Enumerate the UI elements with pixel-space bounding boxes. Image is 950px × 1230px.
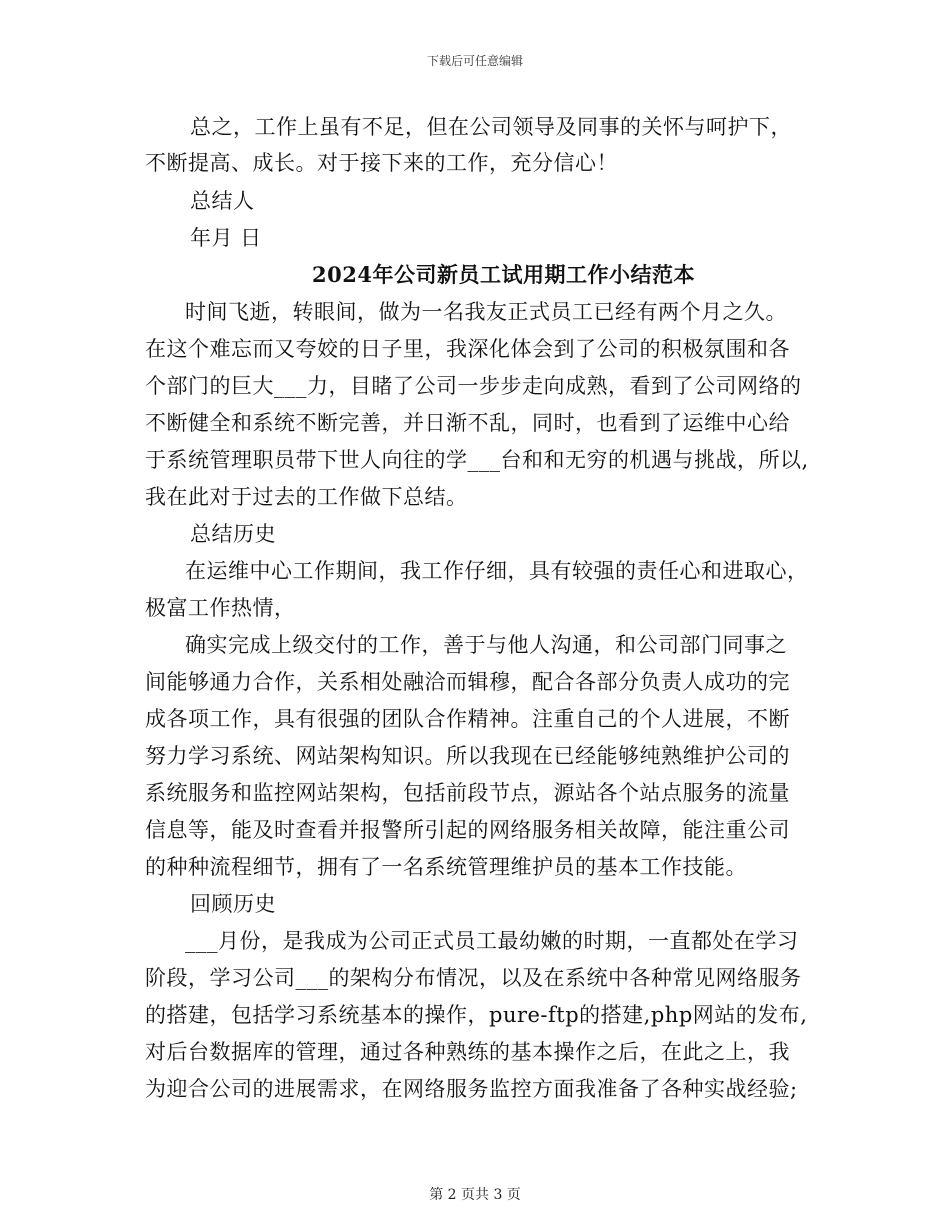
paragraph-line: 确实完成上级交付的工作，善于与他人沟通，和公司部门同事之 [185, 633, 787, 657]
page-header: 下载后可任意编辑 [426, 54, 523, 68]
paragraph-line: 的搭建，包括学习系统基本的操作，pure-ftp的搭建,php网站的发布, [145, 1003, 808, 1027]
paragraph-line: 时间飞逝，转眼间，做为一名我友正式员工已经有两个月之久。 [185, 300, 787, 324]
section-heading: 回顾历史 [190, 892, 276, 916]
paragraph-line: 不断提高、成长。对于接下来的工作，充分信心！ [145, 151, 618, 175]
paragraph-line: 极富工作热情， [145, 596, 296, 620]
paragraph-line: 间能够通力合作，关系相处融洽而辑穆，配合各部分负责人成功的完 [145, 670, 790, 694]
section-heading: 总结历史 [190, 522, 276, 546]
paragraph-line: 个部门的巨大___力，目睹了公司一步步走向成熟，看到了公司网络的 [145, 374, 802, 398]
signature-label: 总结人 [190, 189, 255, 213]
paragraph-line: 总之，工作上虽有不足，但在公司领导及同事的关怀与呵护下， [190, 115, 792, 139]
paragraph-line: 阶段，学习公司___的架构分布情况，以及在系统中各种常见网络服务 [145, 966, 802, 990]
paragraph-line: 在运维中心工作期间，我工作仔细，具有较强的责任心和进取心， [185, 559, 809, 583]
paragraph-line: ___月份，是我成为公司正式员工最幼嫩的时期，一直都处在学习 [185, 929, 799, 953]
paragraph-line: 我在此对于过去的工作做下总结。 [145, 485, 468, 509]
paragraph-line: 于系统管理职员带下世人向往的学___台和和无穷的机遇与挑战，所以, [145, 448, 809, 472]
paragraph-line: 不断健全和系统不断完善，并日渐不乱，同时，也看到了运维中心给 [145, 411, 790, 435]
paragraph-line: 在这个难忘而又夸姣的日子里，我深化体会到了公司的积极氛围和各 [145, 337, 790, 361]
paragraph-line: 为迎合公司的进展需求，在网络服务监控方面我准备了各种实战经验; [145, 1077, 798, 1101]
paragraph-line: 努力学习系统、网站架构知识。所以我现在已经能够纯熟维护公司的 [145, 744, 790, 768]
date-label: 年月 日 [190, 226, 262, 250]
document-title: 2024年公司新员工试用期工作小结范本 [312, 262, 695, 287]
page-number: 第 2 页共 3 页 [429, 1187, 521, 1203]
paragraph-line: 系统服务和监控网站架构，包括前段节点，源站各个站点服务的流量 [145, 781, 790, 805]
paragraph-line: 信息等，能及时查看并报警所引起的网络服务相关故障，能注重公司 [145, 818, 790, 842]
paragraph-line: 成各项工作，具有很强的团队合作精神。注重自己的个人进展，不断 [145, 707, 790, 731]
paragraph-line: 的种种流程细节，拥有了一名系统管理维护员的基本工作技能。 [145, 855, 747, 879]
paragraph-line: 对后台数据库的管理，通过各种熟练的基本操作之后，在此之上，我 [145, 1040, 790, 1064]
